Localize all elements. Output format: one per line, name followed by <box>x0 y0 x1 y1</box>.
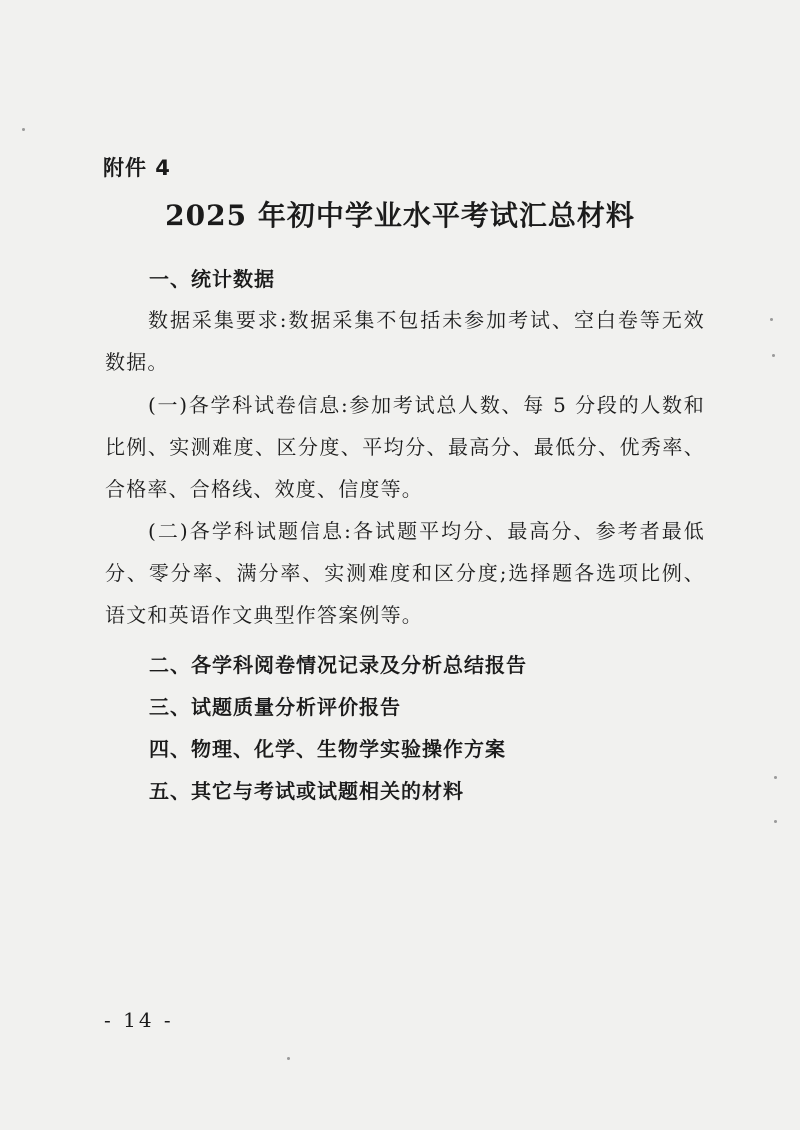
scan-speck <box>772 354 775 357</box>
section-heading-other-materials: 五、其它与考试或试题相关的材料 <box>149 779 464 803</box>
page-number: - 14 - <box>104 1008 174 1032</box>
scan-speck <box>287 1057 290 1060</box>
section-heading-lab-plan: 四、物理、化学、生物学实验操作方案 <box>149 737 506 761</box>
section-heading-quality-report: 三、试题质量分析评价报告 <box>149 695 401 719</box>
document-title: 2025 年初中学业水平考试汇总材料 <box>165 199 635 232</box>
section-heading-marking-report: 二、各学科阅卷情况记录及分析总结报告 <box>149 653 527 677</box>
paragraph-data-collection: 数据采集要求:数据采集不包括未参加考试、空白卷等无效数据。 <box>105 308 705 374</box>
scan-speck <box>770 318 773 321</box>
attachment-label: 附件 4 <box>103 156 171 180</box>
paragraph-paper-info: (一)各学科试卷信息:参加考试总人数、每 5 分段的人数和比例、实测难度、区分度、平均分、最高分、最低分、优秀率、合格率、合格线、效度、信度等。 <box>105 393 705 501</box>
scan-speck <box>22 128 25 131</box>
scan-speck <box>774 820 777 823</box>
scan-speck <box>774 776 777 779</box>
paragraph-question-info: (二)各学科试题信息:各试题平均分、最高分、参考者最低分、零分率、满分率、实测难度和区分度;选择题各选项比例、语文和英语作文典型作答案例等。 <box>105 519 705 627</box>
section-heading-statistics: 一、统计数据 <box>149 267 275 291</box>
